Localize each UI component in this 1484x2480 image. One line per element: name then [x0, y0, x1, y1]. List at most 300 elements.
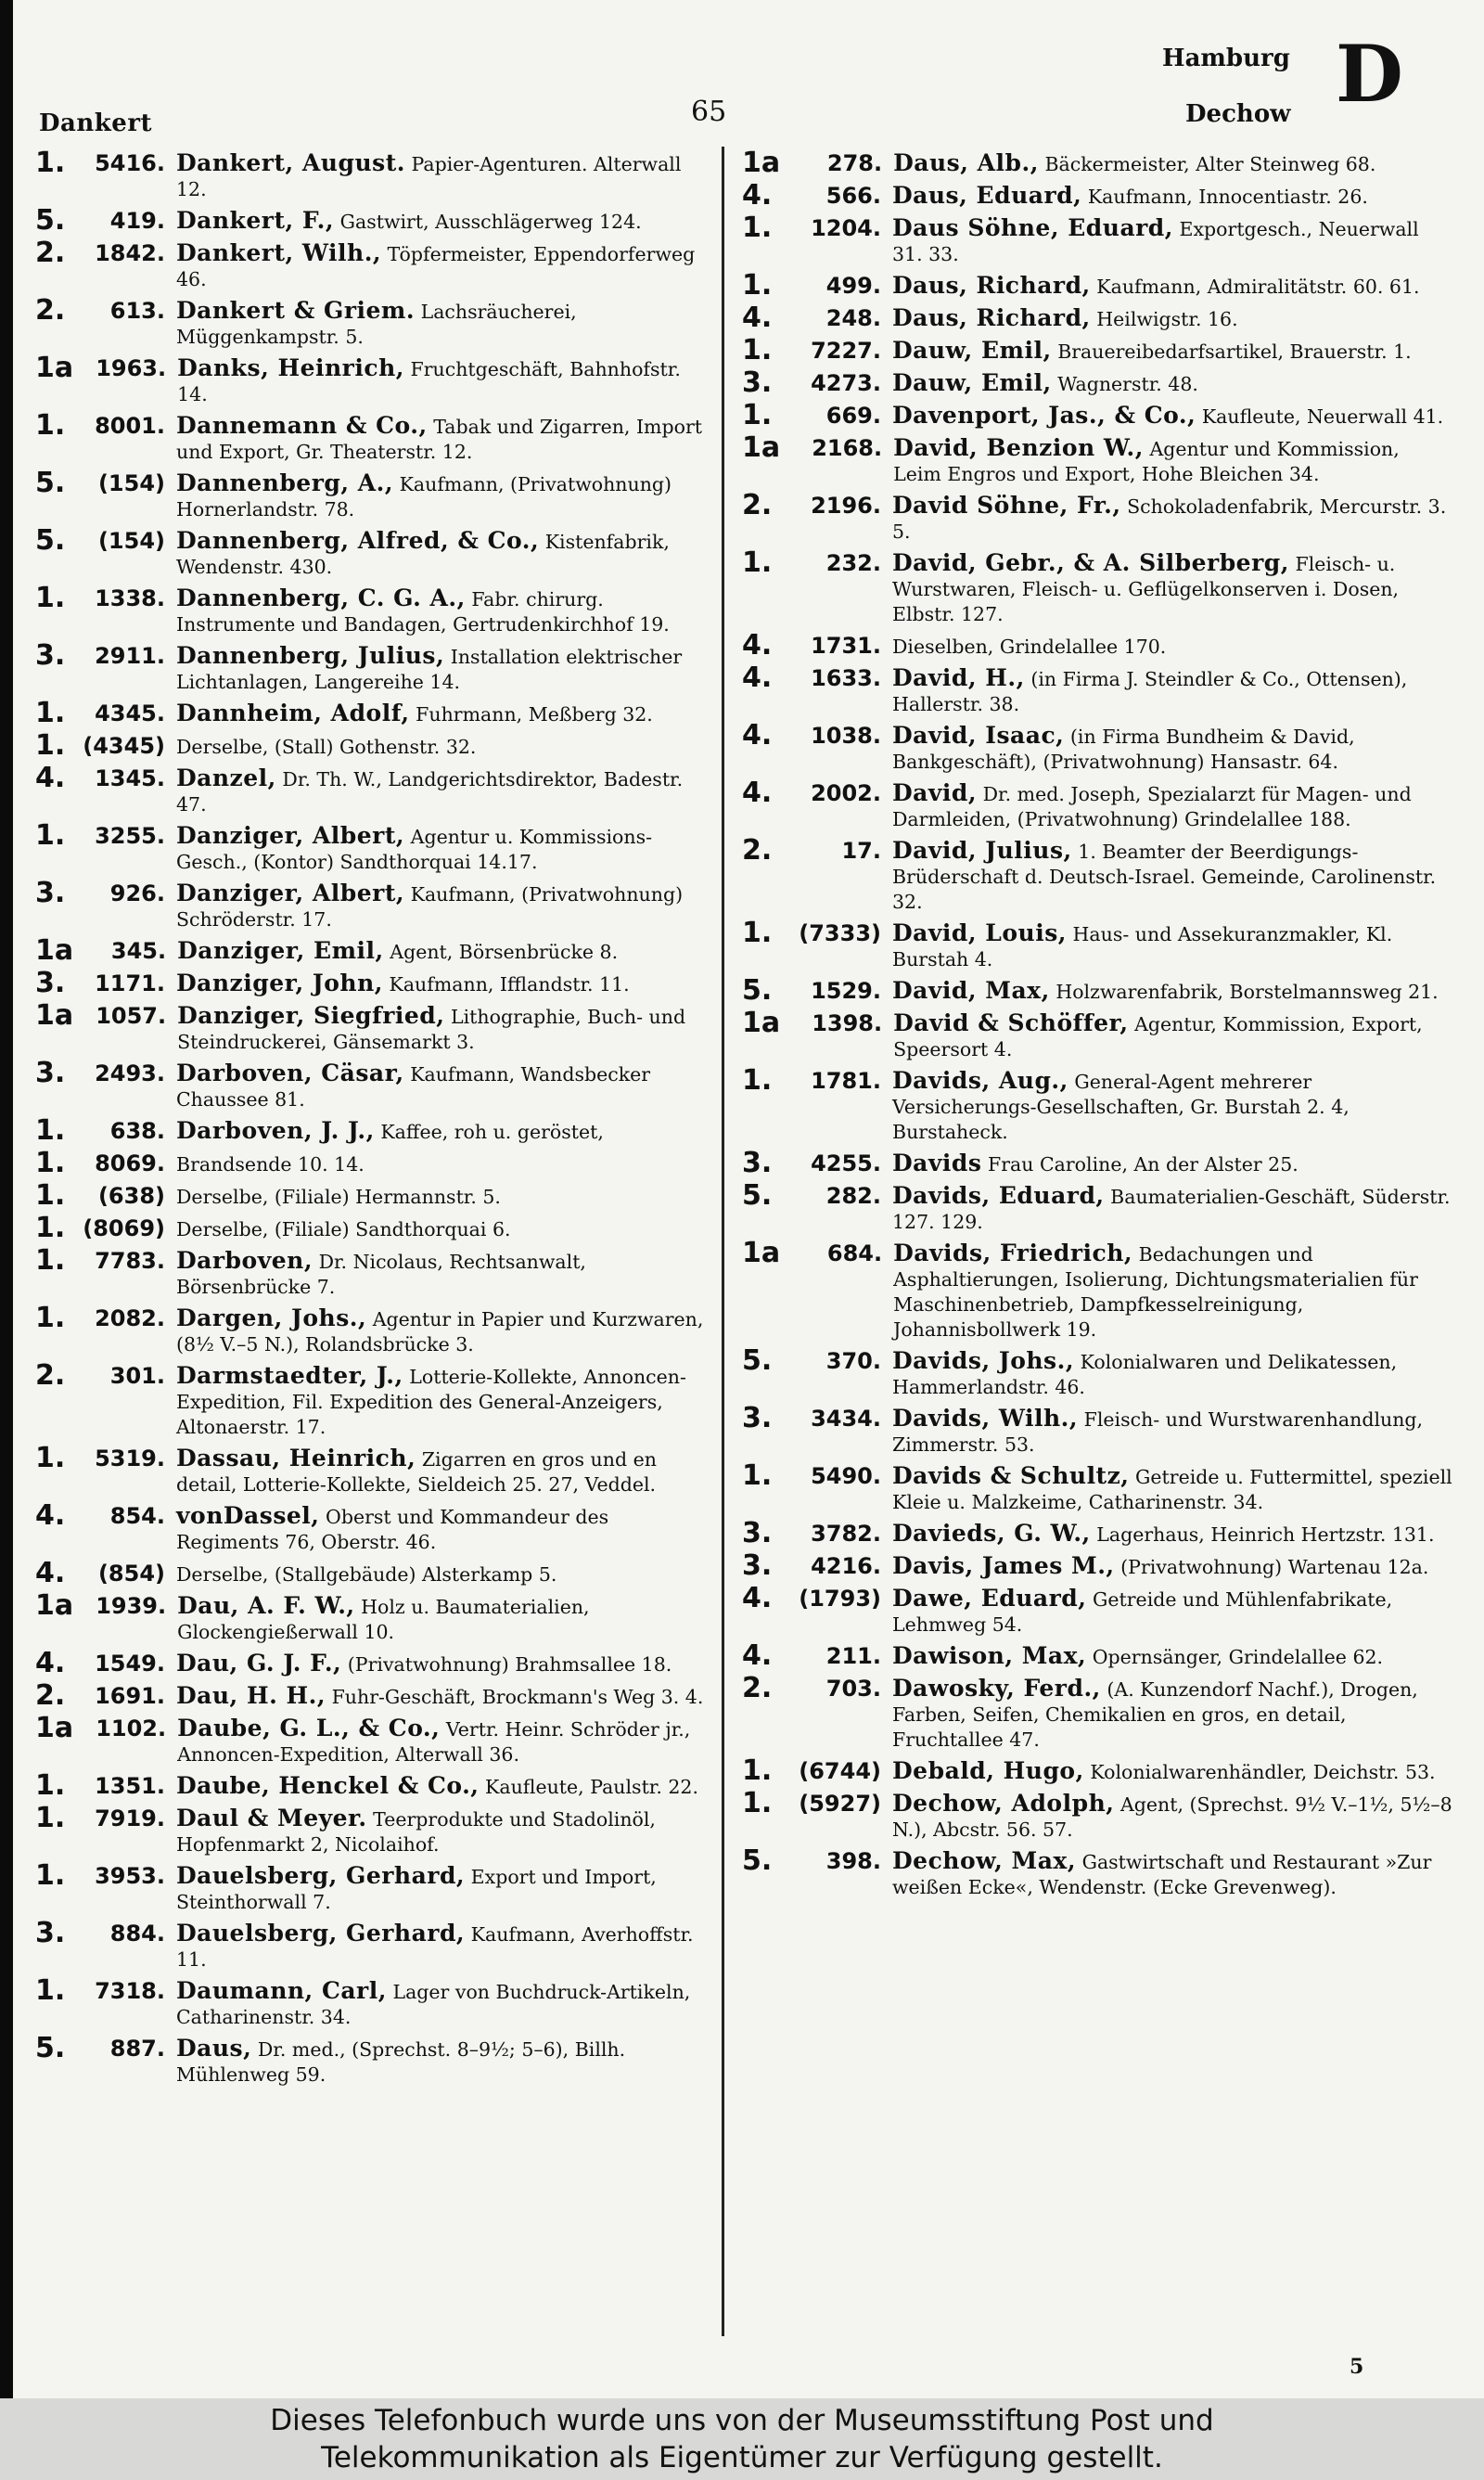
- entry-body: [176, 528, 710, 580]
- entry-phone-number: 2002.: [811, 780, 881, 806]
- entry-name: David & Schöffer,: [893, 1009, 1129, 1036]
- entry-volume: 5.: [742, 1179, 773, 1212]
- entry-details: Kaufmann, (Privatwohnung) Schröderstr. 17.: [176, 883, 684, 931]
- entry-details: Kaufleute, Neuerwall 41.: [1201, 405, 1444, 428]
- entry-volume: 5.: [35, 2032, 66, 2064]
- entry-name: David, Julius,: [892, 837, 1072, 864]
- entry-phone-number: 1781.: [811, 1068, 881, 1094]
- entry-phone-number: 2168.: [812, 435, 883, 461]
- entry-name: Danks, Heinrich,: [177, 354, 404, 381]
- entry-volume: 4.: [35, 1647, 66, 1679]
- directory-entry: [35, 409, 710, 465]
- entry-name: Dechow, Adolph,: [892, 1790, 1115, 1817]
- entry-name: Davids, Eduard,: [892, 1182, 1105, 1209]
- entry-phone-number: 2082.: [95, 1305, 165, 1331]
- entry-name: David,: [892, 779, 978, 806]
- entry-body: [892, 838, 1452, 915]
- entry-phone-number: 4216.: [811, 1553, 881, 1579]
- entry-details: Lager von Buchdruck-Artikeln, Catharinenstr. 34.: [176, 1981, 691, 2028]
- entry-volume: 3.: [35, 967, 66, 999]
- entry-volume: 1.: [35, 1769, 66, 1802]
- entry-body: [893, 1240, 1452, 1343]
- entry-details: Gastwirt, Ausschlägerweg 124.: [339, 211, 642, 233]
- entry-phone-number: 887.: [109, 2036, 165, 2062]
- entry-volume: 4.: [742, 777, 773, 809]
- entry-name: David, Gebr., & A. Silberberg,: [892, 549, 1289, 576]
- entry-details: (Privatwohnung) Wartenau 12a.: [1120, 1556, 1429, 1578]
- entry-phone-number: 17.: [841, 838, 881, 864]
- entry-details: Lotterie-Kollekte, Annoncen-Expedition, Fil. Expedition des General-Anzeigers, Altonaerstr. 17.: [176, 1366, 686, 1438]
- directory-entry: [742, 917, 1452, 972]
- directory-entry: [742, 1787, 1452, 1843]
- entry-phone-number: 3953.: [95, 1863, 165, 1889]
- entry-phone-number: 684.: [826, 1240, 883, 1266]
- directory-entry: [35, 1499, 710, 1555]
- directory-entry: [35, 204, 710, 237]
- entry-details: Agent, Börsenbrücke 8.: [390, 941, 619, 963]
- entry-name: Daus Söhne, Eduard,: [892, 214, 1173, 241]
- entry-volume: 3.: [742, 1147, 773, 1179]
- entry-body: [177, 1003, 710, 1055]
- directory-entry: [742, 399, 1452, 431]
- entry-name: Dawosky, Ferd.,: [892, 1675, 1101, 1702]
- entry-phone-number: 926.: [109, 880, 165, 906]
- entry-body: [892, 1348, 1452, 1400]
- entry-details: Vertr. Heinr. Schröder jr., Annoncen-Expedition, Alterwall 36.: [177, 1718, 691, 1766]
- entry-body: [177, 355, 710, 407]
- entry-name: Dankert, Wilh.,: [176, 239, 382, 266]
- entry-volume: 1a: [35, 1712, 74, 1744]
- entry-volume: 1a: [35, 352, 74, 384]
- entry-body: [176, 470, 710, 522]
- directory-entry: [35, 1712, 710, 1767]
- entry-body: [893, 1010, 1452, 1062]
- entry-name: Daus, Eduard,: [892, 182, 1082, 209]
- entry-volume: 1.: [35, 1974, 66, 2007]
- entry-details: Fleisch- u. Wurstwaren, Fleisch- u. Geflügelkonserven i. Dosen, Elbstr. 127.: [892, 553, 1400, 625]
- entry-name: Danziger, Albert,: [176, 822, 405, 849]
- entry-name: Dau, G. J. F.,: [176, 1650, 342, 1677]
- entry-phone-number: 4273.: [811, 370, 881, 396]
- directory-entry: [35, 967, 710, 999]
- entry-volume: 1.: [742, 269, 773, 302]
- entry-body: [892, 1521, 1452, 1548]
- entry-details: Agent, (Sprechst. 9½ V.–1½, 5½–8 N.), Abcstr. 56. 57.: [892, 1793, 1452, 1841]
- directory-entry: [35, 467, 710, 522]
- directory-entry: [35, 999, 710, 1055]
- entry-body: [892, 665, 1452, 717]
- directory-entry: [742, 302, 1452, 334]
- entry-name: Dannenberg, Alfred, & Co.,: [176, 527, 540, 554]
- directory-entry: [35, 1114, 710, 1147]
- directory-entry: [742, 1344, 1452, 1400]
- entry-name: Daul & Meyer.: [176, 1805, 367, 1831]
- entry-body: [892, 305, 1452, 332]
- entry-phone-number: (854): [97, 1561, 165, 1587]
- directory-entry: [35, 150, 710, 202]
- directory-entry: [742, 366, 1452, 399]
- entry-name: Daus, Richard,: [892, 304, 1091, 331]
- directory-entry: [35, 1859, 710, 1915]
- caption-line-2: Telekommunikation als Eigentümer zur Verfügung gestellt.: [321, 2441, 1163, 2474]
- directory-entry: [35, 237, 710, 292]
- directory-entry: [35, 1917, 710, 1972]
- entry-phone-number: 1939.: [96, 1593, 167, 1619]
- entry-body: [892, 1553, 1452, 1580]
- page-header: [0, 0, 1484, 139]
- directory-entry: [742, 334, 1452, 366]
- entry-body: [176, 970, 710, 997]
- entry-details: Kaufmann, Averhoffstr. 11.: [176, 1923, 694, 1971]
- entry-details: Opernsänger, Grindelallee 62.: [1092, 1646, 1384, 1668]
- entry-phone-number: 1057.: [96, 1003, 167, 1029]
- entry-body: [176, 150, 710, 202]
- entry-details: Derselbe, (Stallgebäude) Alsterkamp 5.: [176, 1563, 557, 1586]
- entry-volume: 2.: [742, 834, 773, 867]
- entry-details: Dieselben, Grindelallee 170.: [892, 636, 1167, 658]
- entry-name: Dauelsberg, Gerhard,: [176, 1920, 466, 1947]
- entry-details: Tabak und Zigarren, Import und Export, Gr. Theaterstr. 12.: [176, 416, 702, 463]
- entry-body: [176, 1683, 710, 1710]
- directory-entry: [35, 582, 710, 637]
- directory-entry: [35, 877, 710, 932]
- entry-details: Derselbe, (Stall) Gothenstr. 32.: [176, 736, 477, 758]
- entry-phone-number: 1338.: [95, 585, 165, 611]
- entry-body: [892, 273, 1452, 300]
- directory-entry: [35, 1679, 710, 1712]
- entry-body: [892, 780, 1452, 832]
- entry-body: [892, 215, 1452, 267]
- entry-volume: 1.: [742, 1787, 773, 1819]
- entry-phone-number: 5490.: [811, 1463, 881, 1489]
- entry-body: [892, 1758, 1452, 1785]
- entry-body: [176, 1215, 710, 1242]
- entry-body: [176, 823, 710, 875]
- entry-name: Davids, Johs.,: [892, 1347, 1075, 1374]
- directory-entry: [35, 1359, 710, 1440]
- entry-volume: 1.: [35, 729, 66, 762]
- entry-volume: 1.: [35, 1859, 66, 1892]
- entry-details: Dr. Th. W., Landgerichtsdirektor, Badestr. 47.: [176, 768, 684, 816]
- entry-volume: 1.: [35, 697, 66, 729]
- entry-phone-number: 2911.: [95, 643, 165, 669]
- entry-details: Brauereibedarfsartikel, Brauerstr. 1.: [1057, 341, 1412, 363]
- entry-volume: 1.: [742, 1064, 773, 1097]
- scan-edge: [0, 0, 13, 2398]
- page-number: 65: [691, 96, 727, 128]
- entry-phone-number: 669.: [825, 403, 881, 429]
- entry-phone-number: 638.: [109, 1118, 165, 1144]
- entry-phone-number: 7919.: [95, 1805, 165, 1831]
- entry-phone-number: 854.: [109, 1503, 165, 1529]
- entry-name: Davids, Aug.,: [892, 1067, 1068, 1094]
- directory-entry: [742, 834, 1452, 915]
- entry-body: [892, 1183, 1452, 1235]
- entry-volume: 1.: [742, 212, 773, 244]
- directory-entry: [742, 489, 1452, 545]
- entry-volume: 1.: [35, 1302, 66, 1334]
- entry-details: Holzwarenfabrik, Borstelmannsweg 21.: [1055, 981, 1439, 1003]
- entry-volume: 1.: [35, 582, 66, 614]
- entry-phone-number: 1963.: [96, 355, 167, 381]
- entry-volume: 1a: [35, 1589, 74, 1622]
- entry-details: Kaufleute, Paulstr. 22.: [485, 1776, 698, 1798]
- entry-volume: 2.: [35, 1679, 66, 1712]
- entry-volume: 4.: [742, 719, 773, 752]
- entry-volume: 1.: [35, 819, 66, 852]
- entry-phone-number: 248.: [825, 305, 881, 331]
- entry-volume: 3.: [35, 639, 66, 672]
- entry-volume: 3.: [35, 1917, 66, 1949]
- entry-details: Bäckermeister, Alter Steinweg 68.: [1044, 153, 1376, 175]
- entry-volume: 2.: [35, 294, 66, 327]
- entry-volume: 1a: [35, 999, 74, 1032]
- entry-name: David, Louis,: [892, 919, 1067, 946]
- entry-body: [176, 1248, 710, 1300]
- entry-details: Frau Caroline, An der Alster 25.: [988, 1153, 1298, 1176]
- entry-phone-number: (5927): [799, 1791, 881, 1817]
- entry-phone-number: (154): [97, 528, 165, 554]
- entry-details: Fleisch- und Wurstwarenhandlung, Zimmerstr. 53.: [892, 1408, 1424, 1456]
- entry-details: Töpfermeister, Eppendorferweg 46.: [176, 243, 696, 290]
- entry-body: [176, 700, 710, 727]
- entry-volume: 1.: [35, 1179, 66, 1212]
- entry-volume: 1.: [35, 1147, 66, 1179]
- entry-body: [892, 723, 1452, 775]
- entry-body: [892, 1406, 1452, 1458]
- entry-name: vonDassel,: [176, 1502, 320, 1529]
- entry-phone-number: 613.: [109, 298, 165, 324]
- entry-phone-number: 3434.: [811, 1406, 881, 1432]
- entry-name: Dau, A. F. W.,: [177, 1592, 355, 1619]
- entry-name: Dassau, Heinrich,: [176, 1445, 416, 1471]
- entry-phone-number: 1102.: [96, 1715, 167, 1741]
- entry-body: [176, 1805, 710, 1857]
- entry-body: [892, 1676, 1452, 1753]
- directory-entry: [742, 719, 1452, 775]
- entry-name: Dannheim, Adolf,: [176, 700, 410, 726]
- entry-details: Lachsräucherei, Müggenkampstr. 5.: [176, 301, 577, 348]
- entry-details: Kaufmann, Admiralitätstr. 60. 61.: [1096, 276, 1420, 298]
- entry-volume: 1.: [742, 546, 773, 579]
- entry-phone-number: 419.: [109, 208, 165, 234]
- entry-phone-number: 499.: [825, 273, 881, 299]
- entry-name: Davids: [892, 1150, 982, 1176]
- column-divider: [722, 147, 724, 2336]
- entry-details: Agentur und Kommission, Leim Engros und Export, Hohe Bleichen 34.: [893, 438, 1400, 485]
- entry-details: Fuhr-Geschäft, Brockmann's Weg 3. 4.: [331, 1686, 704, 1708]
- entry-name: Danzel,: [176, 765, 276, 791]
- directory-entry: [742, 1549, 1452, 1582]
- entry-volume: 4.: [742, 1639, 773, 1672]
- entry-body: [892, 183, 1452, 210]
- entry-name: Dannenberg, A.,: [176, 469, 394, 496]
- entry-details: Getreide u. Futtermittel, speziell Kleie u. Malzkeime, Catharinenstr. 34.: [892, 1466, 1452, 1513]
- directory-entry: [742, 1517, 1452, 1549]
- entry-volume: 1.: [35, 150, 66, 179]
- entry-volume: 4.: [35, 1499, 66, 1532]
- header-first-entry: Dankert: [39, 109, 153, 137]
- entry-phone-number: 5319.: [95, 1446, 165, 1471]
- entry-details: Gastwirtschaft und Restaurant »Zur weißen Ecke«, Wendenstr. (Ecke Grevenweg).: [892, 1851, 1432, 1898]
- entry-details: Holz u. Baumaterialien, Glockengießerwall 10.: [177, 1596, 590, 1643]
- entry-phone-number: 3782.: [811, 1521, 881, 1547]
- entry-body: [176, 1150, 710, 1177]
- entry-phone-number: (8069): [83, 1215, 165, 1241]
- entry-phone-number: (1793): [799, 1586, 881, 1612]
- entry-volume: 5.: [742, 1844, 773, 1877]
- entry-volume: 1.: [742, 334, 773, 366]
- directory-entry: [35, 294, 710, 350]
- entry-volume: 2.: [742, 489, 773, 521]
- entry-volume: 1a: [742, 150, 781, 179]
- entry-body: [176, 2036, 710, 2088]
- entry-body: [892, 550, 1452, 627]
- entry-volume: 1a: [742, 1007, 781, 1039]
- entry-name: Dannenberg, Julius,: [176, 642, 445, 669]
- entry-phone-number: 1842.: [95, 240, 165, 266]
- entry-name: Daus,: [176, 2035, 252, 2062]
- entry-phone-number: (4345): [83, 733, 165, 759]
- directory-entry: [742, 662, 1452, 717]
- directory-entry: [35, 1302, 710, 1357]
- entry-phone-number: 2196.: [811, 493, 881, 519]
- entry-name: Dargen, Johs.,: [176, 1304, 367, 1331]
- entry-phone-number: 7227.: [811, 338, 881, 364]
- directory-entry: [742, 1582, 1452, 1638]
- directory-entry: [35, 2032, 710, 2088]
- entry-body: [176, 1060, 710, 1112]
- entry-body: [892, 1463, 1452, 1515]
- entry-volume: 1.: [35, 1802, 66, 1834]
- entry-phone-number: 1204.: [811, 215, 881, 241]
- entry-volume: 3.: [35, 877, 66, 909]
- entry-phone-number: (7333): [799, 920, 881, 946]
- entry-phone-number: 4255.: [811, 1150, 881, 1176]
- signature-number: 5: [1350, 2355, 1364, 2379]
- entry-phone-number: 566.: [825, 183, 881, 209]
- directory-entry: [742, 1179, 1452, 1235]
- entry-phone-number: (638): [97, 1183, 165, 1209]
- entry-details: (A. Kunzendorf Nachf.), Drogen, Farben, Seifen, Chemikalien en gros, en detail, Fruchtallee 47.: [892, 1678, 1418, 1751]
- entry-details: Bedachungen und Asphaltierungen, Isolierung, Dichtungsmaterialien für Maschinenbetrieb, Dampfkesselreinigung, Johannisbollwerk 19.: [893, 1243, 1418, 1341]
- entry-volume: 1.: [35, 1114, 66, 1147]
- entry-details: (in Firma J. Steindler & Co., Ottensen), Hallerstr. 38.: [892, 668, 1408, 715]
- entry-body: [176, 1863, 710, 1915]
- entry-phone-number: 232.: [825, 550, 881, 576]
- entry-phone-number: 398.: [825, 1848, 881, 1874]
- entry-volume: 2.: [35, 237, 66, 269]
- entry-phone-number: 8001.: [95, 413, 165, 439]
- entry-body: [176, 1503, 710, 1555]
- entry-body: [893, 150, 1452, 177]
- entry-phone-number: 301.: [109, 1363, 165, 1389]
- entry-volume: 5.: [35, 467, 66, 499]
- entry-body: [177, 1593, 710, 1645]
- directory-entry: [35, 819, 710, 875]
- entry-body: [176, 1651, 710, 1677]
- entry-phone-number: 282.: [825, 1183, 881, 1209]
- entry-body: [892, 1586, 1452, 1638]
- directory-entry: [742, 974, 1452, 1007]
- entry-name: Danziger, Siegfried,: [177, 1002, 445, 1029]
- entry-details: Papier-Agenturen. Alterwall 12.: [176, 153, 682, 200]
- entry-name: Daube, Henckel & Co.,: [176, 1772, 480, 1799]
- entry-details: 1. Beamter der Beerdigungs-Brüderschaft d. Deutsch-Israel. Gemeinde, Carolinenstr. 32.: [892, 841, 1437, 913]
- entry-details: Kaufmann, (Privatwohnung) Hornerlandstr. 78.: [176, 473, 672, 520]
- entry-phone-number: 1529.: [811, 978, 881, 1004]
- entry-phone-number: 1345.: [95, 765, 165, 791]
- entry-name: Danziger, Albert,: [176, 880, 405, 906]
- entry-details: Fabr. chirurg. Instrumente und Bandagen, Gertrudenkirchhof 19.: [176, 588, 670, 636]
- entry-name: Dawe, Eduard,: [892, 1585, 1087, 1612]
- directory-entry: [35, 1442, 710, 1497]
- entry-volume: 1.: [35, 1212, 66, 1244]
- entry-body: [176, 1921, 710, 1972]
- entry-body: [176, 208, 710, 235]
- directory-entry: [35, 1057, 710, 1112]
- entry-name: Davids & Schultz,: [892, 1462, 1130, 1489]
- directory-entry: [35, 729, 710, 762]
- directory-entry: [35, 524, 710, 580]
- entry-name: David, Max,: [892, 977, 1050, 1004]
- entry-phone-number: 3255.: [95, 823, 165, 849]
- directory-entry: [742, 431, 1452, 487]
- entry-volume: 1.: [742, 399, 773, 431]
- entry-name: Dechow, Max,: [892, 1847, 1077, 1874]
- entry-volume: 1a: [742, 431, 781, 464]
- entry-body: [892, 338, 1452, 365]
- entry-body: [176, 240, 710, 292]
- entry-name: Daumann, Carl,: [176, 1977, 387, 2004]
- directory-entry: [35, 1802, 710, 1857]
- entry-body: [892, 370, 1452, 397]
- entry-phone-number: (6744): [799, 1758, 881, 1784]
- entry-phone-number: 1633.: [811, 665, 881, 691]
- entry-phone-number: 278.: [826, 150, 883, 176]
- entry-body: [176, 643, 710, 695]
- entry-phone-number: 7783.: [95, 1248, 165, 1274]
- entry-details: Fruchtgeschäft, Bahnhofstr. 14.: [177, 358, 681, 405]
- entry-name: Dannenberg, C. G. A.,: [176, 585, 466, 611]
- directory-entry: [35, 934, 710, 967]
- entry-body: [892, 978, 1452, 1005]
- entry-name: Davids, Wilh.,: [892, 1405, 1079, 1432]
- entry-body: [176, 298, 710, 350]
- directory-entry: [742, 179, 1452, 212]
- entry-name: David, Benzion W.,: [893, 434, 1144, 461]
- entry-details: Lithographie, Buch- und Steindruckerei, Gänsemarkt 3.: [177, 1006, 686, 1053]
- entry-body: [176, 1773, 710, 1800]
- entry-phone-number: 345.: [110, 938, 167, 964]
- entry-volume: 3.: [742, 1402, 773, 1434]
- entry-details: Fuhrmann, Meßberg 32.: [416, 703, 653, 726]
- entry-name: Dankert, August.: [176, 150, 405, 176]
- entry-body: [176, 765, 710, 817]
- entry-body: [176, 1978, 710, 2030]
- directory-entry: [35, 1589, 710, 1645]
- entry-details: Schokoladenfabrik, Mercurstr. 3. 5.: [892, 495, 1447, 543]
- entry-volume: 4.: [742, 302, 773, 334]
- entry-volume: 3.: [742, 1517, 773, 1549]
- entry-name: Danziger, John,: [176, 970, 383, 996]
- entry-details: Kistenfabrik, Wendenstr. 430.: [176, 531, 670, 578]
- entry-volume: 1.: [742, 917, 773, 949]
- entry-body: [892, 493, 1452, 545]
- directory-entry: [35, 1974, 710, 2030]
- entry-name: Darboven, J. J.,: [176, 1117, 375, 1144]
- entry-volume: 1.: [35, 409, 66, 442]
